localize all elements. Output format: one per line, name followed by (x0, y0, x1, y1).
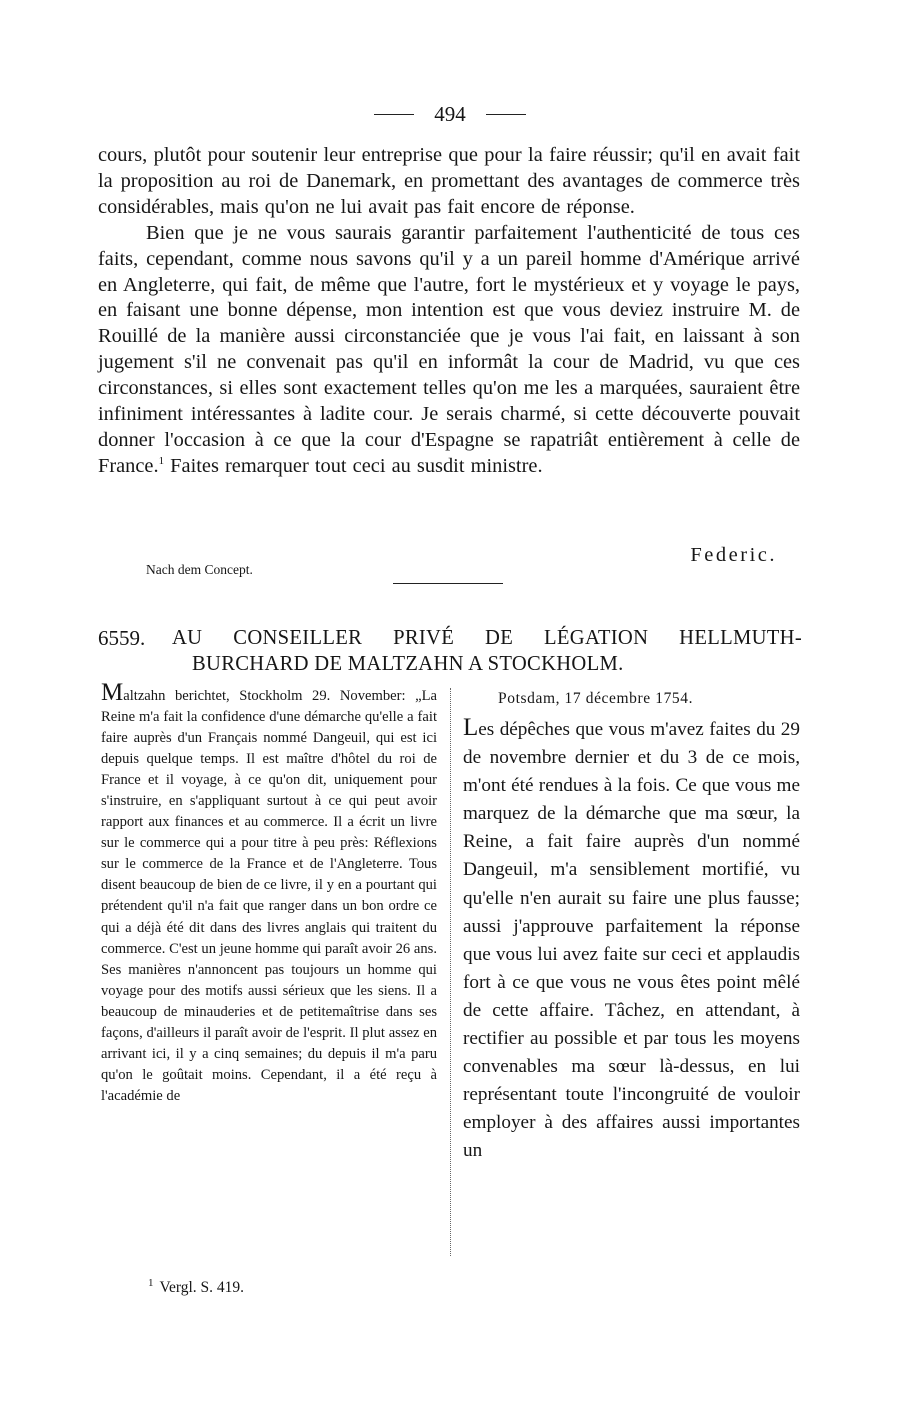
page-header (0, 102, 900, 127)
source-note: Nach dem Concept. (146, 562, 253, 577)
letter-number: 6559. (98, 626, 146, 650)
dateline: Potsdam, 17 décembre 1754. (498, 690, 694, 707)
footnote-mark: 1 (148, 1277, 154, 1289)
footnote-reference: 1 (158, 455, 165, 468)
footnote (148, 1277, 244, 1297)
letter-heading-line-2: BURCHARD DE MALTZAHN A STOCKHOLM. (192, 652, 624, 675)
paragraph-2-tail: Faites remarquer tout ceci au susdit ministre. (164, 454, 543, 477)
letter-heading-line-1: AU CONSEILLER PRIVÉ DE LÉGATION HELLMUTH- (172, 627, 802, 649)
summary-initial: M (101, 679, 124, 706)
paragraph-2-text: Bien que je ne vous saurais garantir parfaitement l'authenticité de tous ces faits, cependant, comme nous savons qu'il y a un pareil homme d'Amérique arrivé en Angleterre, qui fait, de même que l'autre, fort le mystérieux et y voyage le pays, en faisant une bonne dépense, mon intention est que vous deviez instruire M. de Rouillé de la manière aussi circonstanciée que je vous l'ai fait, en laissant à son jugement s'il ne convenait pas qu'il en informât la cour de Madrid, vu que ces circonstances, si elles sont exactement telles qu'on me les a marquées, sauraient être infiniment intéressantes à ladite cour. Je serais charmé, si cette découverte pouvait donner l'occasion à ce que la cour d'Espagne se rapatriât entièrement à celle de France. (98, 221, 800, 477)
paragraph-1: cours, plutôt pour soutenir leur entreprise que pour la faire réussir; qu'il en avait fait la proposition au roi de Danemark, en promettant des avantages de commerce très considérables, mais qu'on ne lui avait pas fait encore de réponse. (98, 144, 800, 218)
letter-heading (172, 626, 802, 677)
report-summary-column (101, 679, 437, 1107)
page-number: 494 (434, 102, 466, 126)
body-text: es dépêches que vous m'avez faites du 29 de novembre dernier et du 3 de ce mois, m'ont été rendues à la fois. Ce que vous me marquez de la démarche que ma sœur, la Reine, a fait faire auprès d'un nommé Dangeuil, m'a sensiblement mortifié, vu qu'elle n'en aurait su faire une plus fausse; aussi j'approuve parfaitement la réponse que vous lui avez faite sur ceci et applaudis fort à ce que vous ne vous êtes point mêlé de cette affaire. Tâchez, en attendant, à rectifier au possible et par tous les moyens convenables ma sœur là-dessus, en lui représentant toute l'incongruité de vouloir employer à des affaires aussi importantes un (463, 719, 800, 1162)
letter-body-column (463, 690, 800, 1166)
paragraph-2 (98, 221, 800, 480)
header-rule-left (374, 114, 414, 115)
header-rule-right (486, 114, 526, 115)
report-summary (101, 679, 437, 1107)
footnote-text: Vergl. S. 419. (159, 1279, 245, 1297)
section-divider (393, 583, 503, 584)
column-divider (450, 688, 451, 1256)
letter-body (463, 716, 800, 1166)
summary-text: altzahn berichtet, Stockholm 29. November: „La Reine m'a fait la confidence d'une démarche qu'elle a fait faire auprès d'un Français nommé Dangeuil, qui est ici depuis quelque temps. Il est maître d'hôtel du roi de France et il voyage, à ce qu'on dit, uniquement pour s'instruire, en s'appliquant surtout à ce qui peut avoir rapport aux finances et au commerce. Il a écrit un livre sur le commerce qui a pour titre à peu près: Réflexions sur le commerce de la France et de l'Angleterre. Tous disent beaucoup de bien de ce livre, il y en a pourtant qui prétendent qu'il n'a fait que ranger dans un bon ordre ce qui a déjà été dit dans des livres anglais qui traitent du commerce. C'est un jeune homme qui paraît avoir 26 ans. Ses manières n'annoncent pas toujours un homme qui voyage pour des motifs aussi sérieux que les siens. Il a beaucoup de minauderies et de petitemaîtrise dans ses façons, d'ailleurs il paraît avoir de l'esprit. Il plut assez en arrivant ici, il y a cinq semaines; du depuis il m'a paru qu'on le goûtait moins. Cependant, il a été reçu à l'académie de (101, 688, 437, 1104)
letter-continuation (98, 143, 800, 480)
signature: Federic. (690, 544, 777, 566)
body-initial: L (463, 714, 479, 741)
